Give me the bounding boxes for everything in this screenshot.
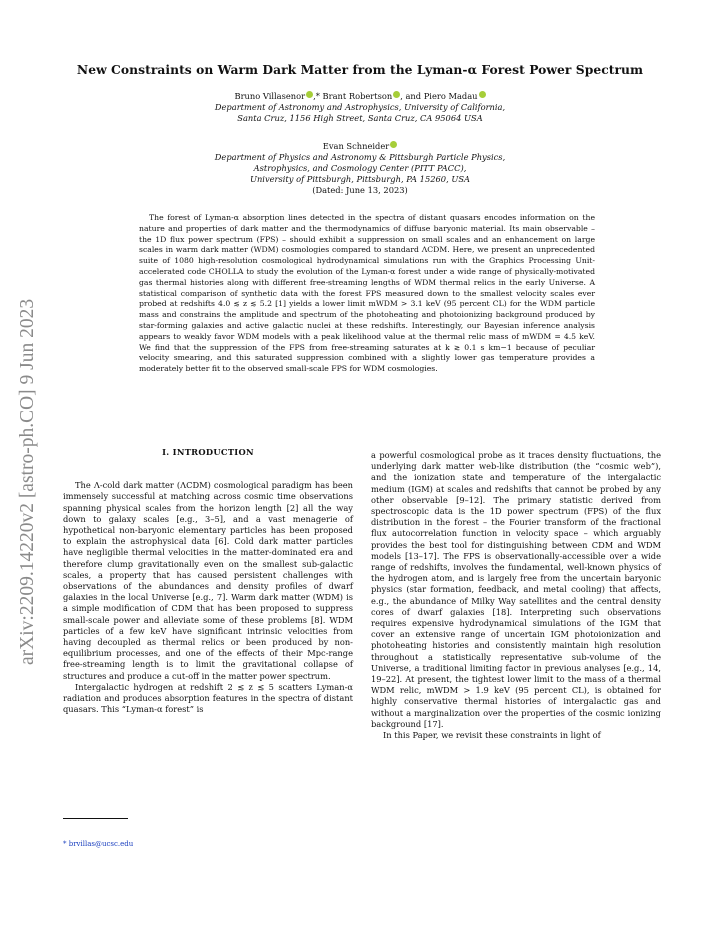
affiliation-1-line-1: Department of Astronomy and Astrophysics, University of California, <box>214 102 506 112</box>
affiliation-2-line-2: Astrophysics, and Cosmology Center (PITT PACC), <box>253 163 467 173</box>
authors-line: Bruno Villasenor ,* Brant Robertson , and Piero Madau <box>0 91 720 102</box>
paper-title: New Constraints on Warm Dark Matter from the Lyman-α Forest Power Spectrum <box>76 62 644 77</box>
arxiv-identifier-stamp <box>6 235 46 665</box>
author-2: Evan Schneider <box>0 141 720 152</box>
intro-paragraph-4: In this Paper, we revisit these constraints in light of <box>383 730 601 741</box>
affiliation-1-line-2: Santa Cruz, 1156 High Street, Santa Cruz, CA 95064 USA <box>237 113 483 123</box>
footnote-email-link[interactable]: * brvillas@ucsc.edu <box>63 840 134 848</box>
footnote-rule <box>63 818 128 819</box>
abstract <box>139 213 595 375</box>
left-column <box>63 447 353 715</box>
right-column <box>371 450 661 741</box>
orcid-icon[interactable] <box>479 91 486 98</box>
intro-paragraph-3: a powerful cosmological probe as it traces density fluctuations, the underlying dark matter web-like distribution (the “cosmic web”), and the ionization state and temperature of the intergalactic medium (IGM) at scales and redshifts that cannot be probed by any other observable [9–12]. The primary statistic derived from spectroscopic data is the 1D power spectrum (FPS) of the flux distribution in the forest – the Fourier transform of the fractional flux autocorrelation function in velocity space – which arguably provides the best tool for distinguishing between CDM and WDM models [13–17]. The FPS is observationally-accessible over a wide range of redshifts, involves the fundamental, well-known physics of the hydrogen atom, and is largely free from the uncertain baryonic physics (star formation, feedback, and metal cooling) that affects, e.g., the abundance of Milky Way satellites and the central density cores of dwarf galaxies [18]. Interpreting such observations requires expensive hydrodynamical simulations of the IGM that cover an extensive range of uncertain IGM photoionization and photoheating histories and consistently maintain high resolution throughout a statistically representative sub-volume of the Universe, a traditional limiting factor in previous analyses [e.g., 14, 19–22]. At present, the tightest lower limit to the mass of a thermal WDM relic, mWDM > 1.9 keV (95 percent CL), is obtained for highly conservative thermal histories of intergalactic gas and without a marginalization over the properties of the cosmic ionizing background [17]. <box>371 450 661 729</box>
abstract-text: The forest of Lyman-α absorption lines detected in the spectra of distant quasars encodes information on the nature and properties of dark matter and the thermodynamics of diffuse baryonic material. Its main observable – the 1D flux power spectrum (FPS) – should exhibit a suppression on small scales and an enhancement on large scales in warm dark matter (WDM) cosmologies compared to standard ΛCDM. Here, we present an unprecedented suite of 1080 high-resolution cosmological hydrodynamical simulations run with the Graphics Processing Unit-accelerated code CHOLLA to study the evolution of the Lyman-α forest under a wide range of physically-motivated gas thermal histories along with different free-streaming lengths of WDM thermal relics in the early Universe. A statistical comparison of synthetic data with the forest FPS measured down to the smallest velocity scales ever probed at redshifts 4.0 ≲ z ≲ 5.2 [1] yields a lower limit mWDM > 3.1 keV (95 percent CL) for the WDM particle mass and constrains the amplitude and spectrum of the photoheating and photoionizing background produced by star-forming galaxies and active galactic nuclei at these redshifts. Interestingly, our Bayesian inference analysis appears to weakly favor WDM models with a peak likelihood value at the thermal relic mass of mWDM = 4.5 keV. We find that the suppression of the FPS from free-streaming saturates at k ≳ 0.1 s km−1 because of peculiar velocity smearing, and this saturated suppression combined with a slightly lower gas temperature provides a moderately better fit to the observed small-scale FPS for WDM cosmologies. <box>139 213 595 374</box>
intro-paragraph-2: Intergalactic hydrogen at redshift 2 ≲ z ≲ 5 scatters Lyman-α radiation and produces absorption features in the spectra of distant quasars. This “Lyman-α forest” is <box>63 681 353 715</box>
section-heading: I. INTRODUCTION <box>162 447 254 457</box>
affiliation-2-line-1: Department of Physics and Astronomy & Pittsburgh Particle Physics, <box>214 152 506 162</box>
affiliation-2-line-3: University of Pittsburgh, Pittsburgh, PA 15260, USA <box>249 174 471 184</box>
orcid-icon[interactable] <box>390 141 397 148</box>
dated-line: (Dated: June 13, 2023) <box>312 185 408 195</box>
arxiv-id-text: arXiv:2209.14220v2 [astro-ph.CO] 9 Jun 2023 <box>17 298 38 665</box>
intro-paragraph-1: The Λ-cold dark matter (ΛCDM) cosmological paradigm has been immensely successful at matching across cosmic time observations spanning physical scales from the horizon length [2] all the way down to galaxy scales [e.g., 3–5], and a vast menagerie of hypothetical non-baryonic elementary particles has been proposed to explain the astrophysical data [6]. Cold dark matter particles have negligible thermal velocities in the matter-dominated era and therefore clump gravitationally even on the smallest sub-galactic scales, a property that has caused persistent challenges with observations of the abundances and density profiles of dwarf galaxies in the local Universe [e.g., 7]. Warm dark matter (WDM) is a simple modification of CDM that has been proposed to suppress small-scale power and alleviate some of these problems [8]. WDM particles of a few keV have significant intrinsic velocities from having decoupled as thermal relics or been produced by non-equilibrium processes, and one of the effects of their Mpc-range free-streaming length is to limit the gravitational collapse of structures and produce a cut-off in the matter power spectrum. <box>63 480 353 681</box>
